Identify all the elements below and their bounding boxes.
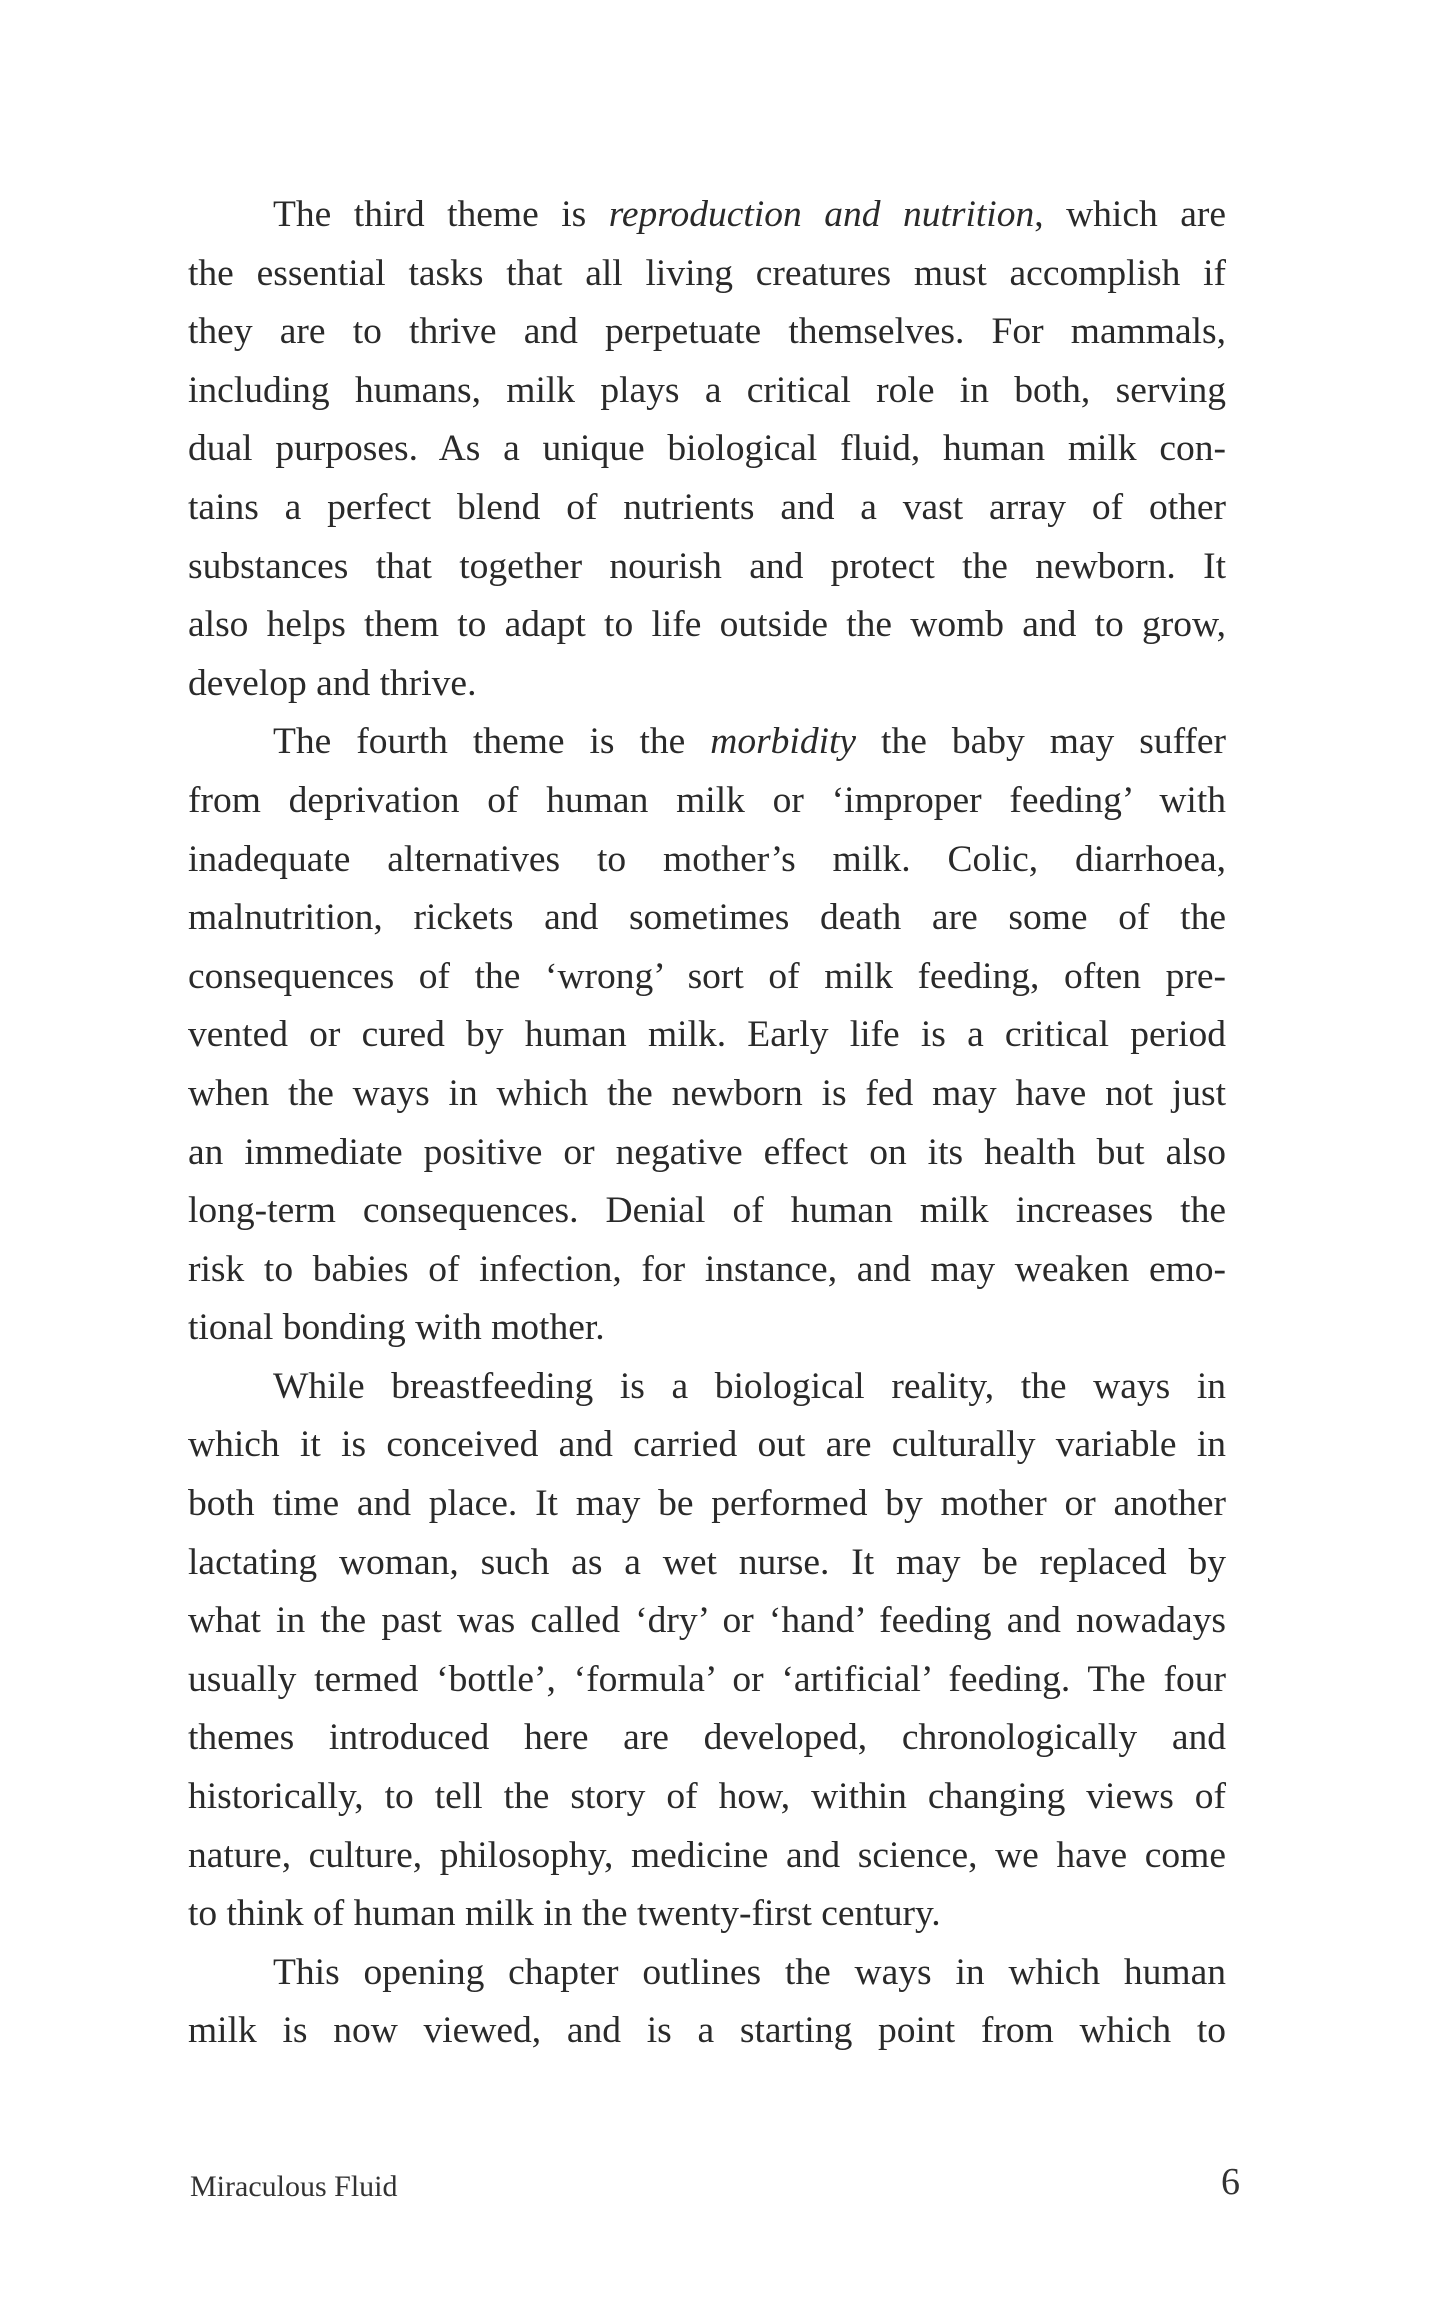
text-line: substances that together nourish and protect the newborn. It (188, 545, 1226, 587)
text-line: tains a perfect blend of nutrients and a vast array of other (188, 486, 1226, 528)
body-text (188, 186, 1226, 2061)
italic-term: morbidity (710, 721, 857, 763)
text-line: also helps them to adapt to life outside the womb and to grow, (188, 604, 1226, 646)
text-line: consequences of the ‘wrong’ sort of milk feeding, often pre- (188, 955, 1226, 997)
text-line: from deprivation of human milk or ‘improper feeding’ with (188, 779, 1226, 821)
text-line: tional bonding with mother. (188, 1307, 605, 1349)
text-line: historically, to tell the story of how, within changing views of (188, 1776, 1226, 1818)
text-line: The fourth theme is the morbidity the baby may suffer (273, 721, 1226, 763)
text-line: which it is conceived and carried out are culturally variable in (188, 1424, 1226, 1466)
text-line: vented or cured by human milk. Early life is a critical period (188, 1014, 1226, 1056)
text-line: While breastfeeding is a biological reality, the ways in (273, 1365, 1226, 1407)
text-line: dual purposes. As a unique biological fluid, human milk con- (188, 428, 1226, 470)
text-line: when the ways in which the newborn is fed may have not just (188, 1072, 1226, 1114)
text-line: lactating woman, such as a wet nurse. It may be replaced by (188, 1541, 1226, 1583)
paragraph (188, 713, 1226, 1358)
text-line: long-term consequences. Denial of human milk increases the (188, 1190, 1226, 1232)
text-line: the essential tasks that all living creatures must accomplish if (188, 252, 1226, 294)
paragraph (188, 1358, 1226, 1944)
text-line: develop and thrive. (188, 662, 477, 704)
text-line: both time and place. It may be performed by mother or another (188, 1483, 1226, 1525)
text-line: This opening chapter outlines the ways in which human (273, 1951, 1226, 1993)
text-line: inadequate alternatives to mother’s milk. Colic, diarrhoea, (188, 838, 1226, 880)
text-line: The third theme is reproduction and nutrition, which are (273, 194, 1226, 235)
text-line: they are to thrive and perpetuate themselves. For mammals, (188, 311, 1226, 353)
page-number: 6 (1221, 2161, 1240, 2203)
text-line: including humans, milk plays a critical role in both, serving (188, 369, 1226, 411)
text-line: nature, culture, philosophy, medicine and science, we have come (188, 1834, 1226, 1876)
paragraph (188, 1944, 1226, 2061)
paragraph (188, 186, 1226, 713)
text-line: to think of human milk in the twenty-first century. (188, 1893, 941, 1935)
italic-term: reproduction and nutrition (608, 194, 1035, 235)
text-line: an immediate positive or negative effect on its health but also (188, 1131, 1226, 1173)
text-line: risk to babies of infection, for instance, and may weaken emo- (188, 1248, 1226, 1290)
text-line: themes introduced here are developed, chronologically and (188, 1717, 1226, 1759)
text-line: what in the past was called ‘dry’ or ‘hand’ feeding and nowadays (188, 1600, 1226, 1642)
text-line: milk is now viewed, and is a starting point from which to (188, 2010, 1226, 2052)
text-line: usually termed ‘bottle’, ‘formula’ or ‘artificial’ feeding. The four (188, 1658, 1226, 1700)
text-line: malnutrition, rickets and sometimes death are some of the (188, 897, 1226, 939)
running-footer-title: Miraculous Fluid (190, 2170, 398, 2203)
